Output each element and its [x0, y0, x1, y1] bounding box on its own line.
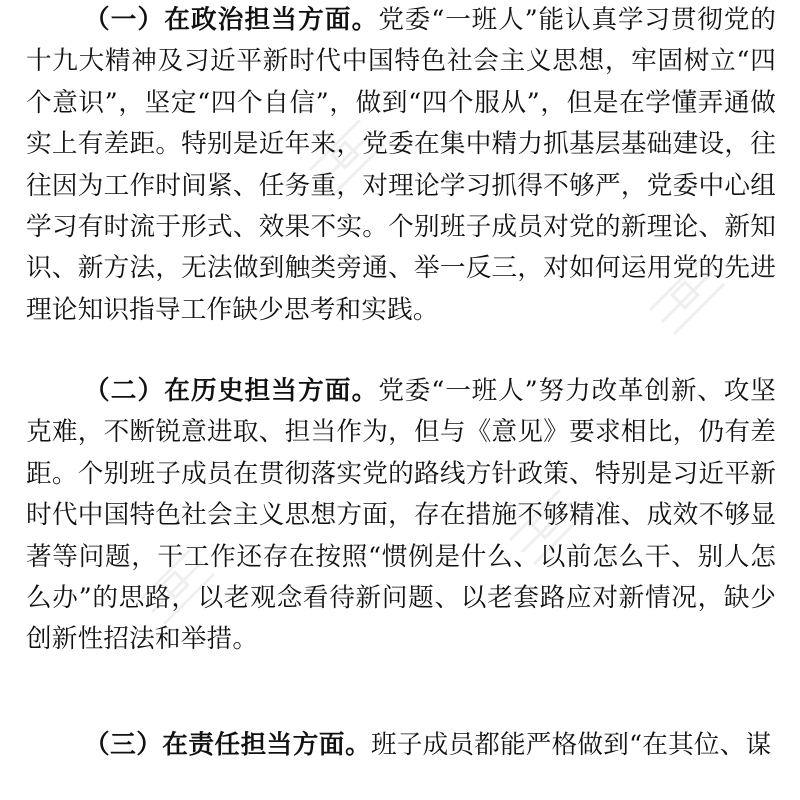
paragraph-duty-responsibility	[26, 725, 776, 766]
paragraph-body: 党委“一班人”能认真学习贯彻党的十九大精神及习近平新时代中国特色社会主义思想，牢固树立“四个意识”，坚定“四个自信”，做到“四个服从”，但是在学懂弄通做实上有差距。特别是近年来，党委在集中精力抓基层基础建设，往往因为工作时间紧、任务重，对理论学习抓得不够严，党委中心组学习有时流于形式、效果不实。个别班子成员对党的新理论、新知识、新方法，无法做到触类旁通、举一反三，对如何运用党的先进理论知识指导工作缺少思考和实践。	[26, 5, 776, 325]
section-heading: （三）在责任担当方面。	[84, 730, 372, 760]
paragraph-historical-responsibility	[26, 371, 776, 661]
section-heading: （二）在历史担当方面。	[84, 376, 379, 406]
paragraph-body: 党委“一班人”努力改革创新、攻坚克难，不断锐意进取、担当作为，但与《意见》要求相比，仍有差距。个别班子成员在贯彻落实党的路线方针政策、特别是习近平新时代中国特色社会主义思想方面，存在措施不够精准、成效不够显著等问题，干工作还存在按照“惯例是什么、以前怎么干、别人怎么办”的思路，以老观念看待新问题、以老套路应对新情况，缺少创新性招法和举措。	[26, 376, 776, 655]
section-heading: （一）在政治担当方面。	[84, 5, 379, 35]
paragraph-body: 班子成员都能严格做到“在其位、谋	[371, 730, 772, 760]
paragraph-political-responsibility	[26, 0, 776, 331]
